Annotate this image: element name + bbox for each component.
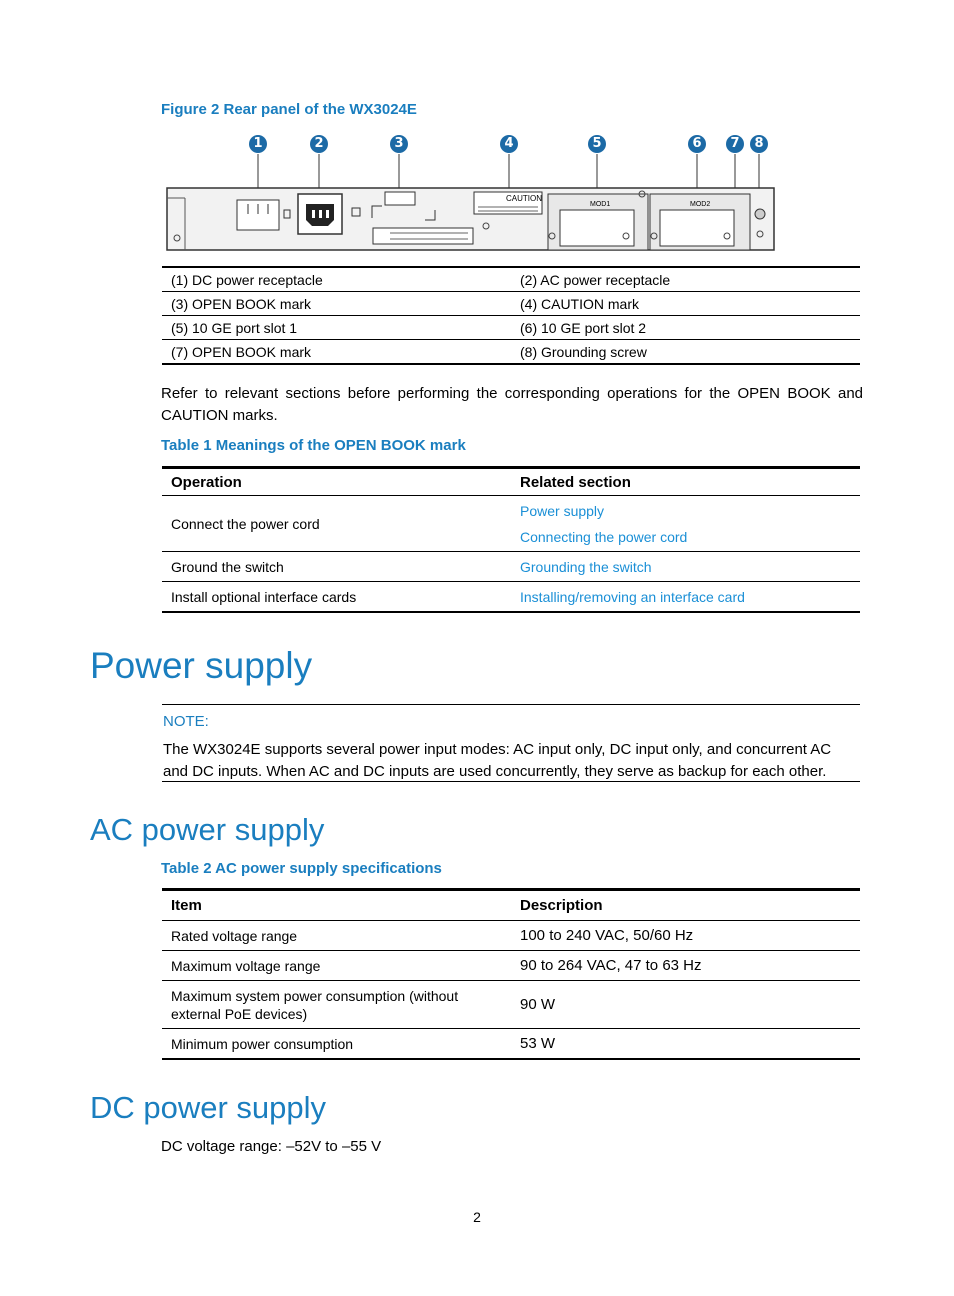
mod2-label: MOD2 — [690, 201, 711, 208]
table-row — [162, 496, 860, 552]
table-row — [162, 1029, 860, 1060]
table1-caption: Table 1 Meanings of the OPEN BOOK mark — [161, 437, 466, 454]
legend-cell: (6) 10 GE port slot 2 — [511, 316, 860, 340]
callout-2: 2 — [310, 135, 328, 153]
table2-caption: Table 2 AC power supply specifications — [161, 860, 442, 877]
table-cell: Connect the power cord — [162, 496, 511, 552]
link-grounding-switch[interactable]: Grounding the switch — [520, 558, 652, 575]
callout-6: 6 — [688, 135, 706, 153]
mod1-label: MOD1 — [590, 201, 611, 208]
legend-cell: (2) AC power receptacle — [511, 267, 860, 292]
callout-5: 5 — [588, 135, 606, 153]
table-cell: 90 W — [511, 981, 860, 1029]
legend-cell: (5) 10 GE port slot 1 — [162, 316, 511, 340]
table-cell — [511, 496, 860, 552]
table-cell: 100 to 240 VAC, 50/60 Hz — [511, 921, 860, 951]
rear-panel-drawing — [160, 154, 780, 254]
heading-ac-power-supply: AC power supply — [90, 812, 325, 847]
legend-cell: (4) CAUTION mark — [511, 292, 860, 316]
table-cell: 90 to 264 VAC, 47 to 63 Hz — [511, 951, 860, 981]
column-header: Operation — [162, 468, 511, 496]
table-cell: Install optional interface cards — [171, 588, 357, 605]
table-row — [162, 981, 860, 1029]
heading-dc-power-supply: DC power supply — [90, 1090, 327, 1125]
table-row — [162, 921, 860, 951]
table-cell: Maximum system power consumption (without external PoE devices) — [162, 981, 511, 1029]
note-text: The WX3024E supports several power input modes: AC input only, DC input only, and concurrent AC and DC inputs. When AC and DC inputs are used concurrently, they serve as backup for each other. — [163, 741, 832, 780]
table-row — [162, 292, 860, 316]
table-row — [162, 582, 860, 613]
page-number: 2 — [473, 1209, 481, 1225]
legend-cell: (1) DC power receptacle — [162, 267, 511, 292]
table-cell: 53 W — [520, 1035, 556, 1052]
link-installing-interface-card[interactable]: Installing/removing an interface card — [520, 588, 745, 605]
figure-legend-table — [162, 266, 860, 365]
table-header-row — [162, 468, 860, 496]
note-box — [162, 704, 860, 782]
column-header: Description — [511, 890, 860, 921]
column-header: Related section — [511, 468, 860, 496]
callout-8: 8 — [750, 135, 768, 153]
legend-cell: (8) Grounding screw — [520, 343, 647, 360]
table-cell: Ground the switch — [162, 552, 511, 582]
rear-panel-figure — [160, 130, 780, 255]
legend-cell: (3) OPEN BOOK mark — [162, 292, 511, 316]
note-label: NOTE: — [163, 713, 209, 730]
heading-power-supply: Power supply — [90, 645, 313, 686]
intro-paragraph: Refer to relevant sections before performing the corresponding operations for the OPEN BOOK and CAUTION marks. — [161, 385, 863, 424]
table-header-row — [162, 890, 860, 921]
table-row — [162, 340, 860, 365]
table-row — [162, 552, 860, 582]
table-cell — [511, 582, 860, 613]
table-cell: Minimum power consumption — [171, 1035, 354, 1052]
table-row — [162, 267, 860, 292]
table-cell: Maximum voltage range — [162, 951, 511, 981]
callout-1: 1 — [249, 135, 267, 153]
caution-label: CAUTION — [506, 194, 542, 203]
link-connecting-power-cord[interactable]: Connecting the power cord — [520, 528, 688, 545]
table-row — [162, 316, 860, 340]
column-header: Item — [162, 890, 511, 921]
legend-cell: (7) OPEN BOOK mark — [171, 343, 312, 360]
callout-7: 7 — [726, 135, 744, 153]
table-cell: Rated voltage range — [162, 921, 511, 951]
callout-4: 4 — [500, 135, 518, 153]
link-power-supply[interactable]: Power supply — [520, 502, 605, 519]
figure-caption: Figure 2 Rear panel of the WX3024E — [161, 101, 417, 118]
table-row — [162, 951, 860, 981]
table-cell — [511, 552, 860, 582]
dc-voltage-text: DC voltage range: –52V to –55 V — [161, 1138, 382, 1155]
ac-spec-table — [162, 888, 860, 1060]
callout-3: 3 — [390, 135, 408, 153]
open-book-table — [162, 466, 860, 613]
